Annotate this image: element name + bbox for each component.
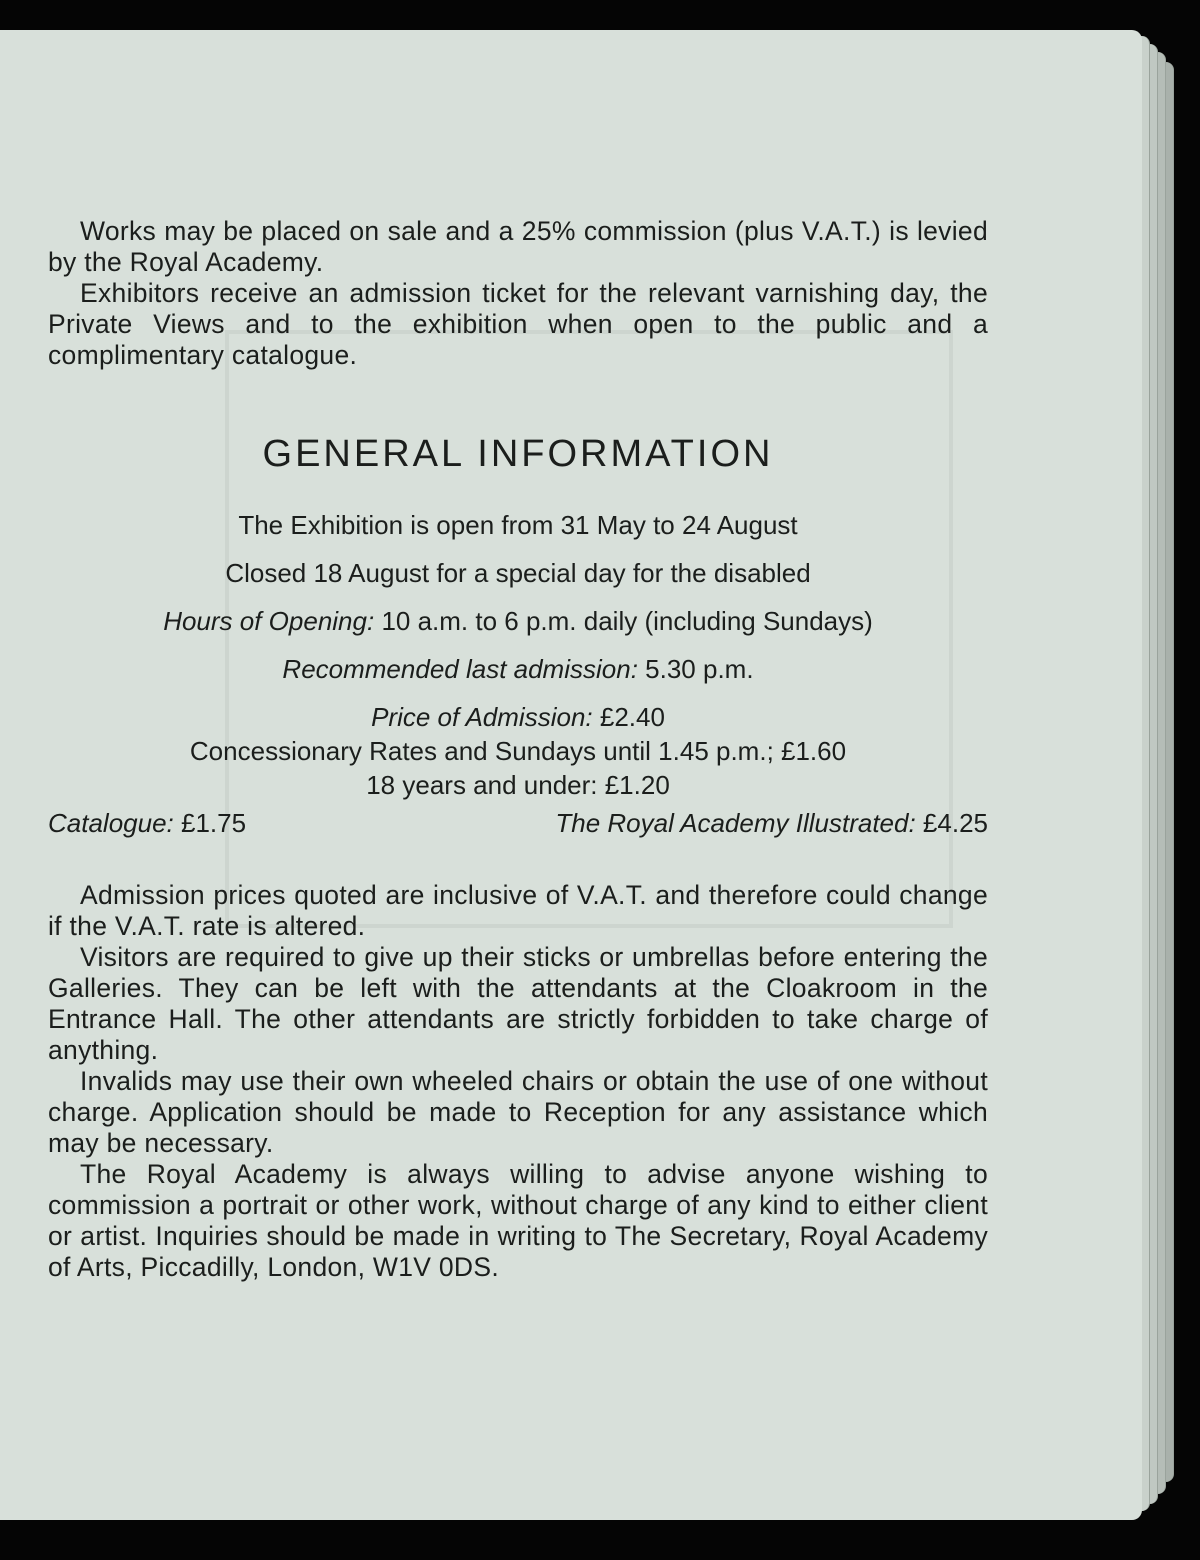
commission-advice-paragraph: The Royal Academy is always willing to advise anyone wishing to commission a portrait or other work, without charge of any kind to either client or artist. Inquiries should be made in writing to The Secretary, Royal Academy of Arts, Piccadilly, London, W1V 0DS. <box>48 1159 988 1282</box>
catalogue-price <box>48 806 246 840</box>
page-edge <box>1149 44 1158 1504</box>
catalogue-page <box>0 30 1142 1520</box>
vat-notice-paragraph: Admission prices quoted are inclusive of V.A.T. and therefore could change if the V.A.T. rate is altered. <box>48 880 988 941</box>
closed-day-line: Closed 18 August for a special day for the disabled <box>225 558 811 588</box>
page-edge <box>1141 36 1150 1511</box>
illustrated-label: The Royal Academy Illustrated: <box>555 808 916 838</box>
youth-rate-line: 18 years and under: £1.20 <box>366 770 670 800</box>
sticks-umbrellas-paragraph: Visitors are required to give up their sticks or umbrellas before entering the Galleries. They can be left with the attendants at the Cloakroom in the Entrance Hall. The other attendants are strictly forbidden to take charge of anything. <box>48 942 988 1065</box>
exhibitor-tickets-paragraph: Exhibitors receive an admission ticket for the relevant varnishing day, the Private Views and to the exhibition when open to the public and a complimentary catalogue. <box>48 278 988 370</box>
wheelchairs-paragraph: Invalids may use their own wheeled chairs or obtain the use of one without charge. Application should be made to Reception for any assistance which may be necessary. <box>48 1066 988 1158</box>
catalogue-label: Catalogue: <box>48 808 174 838</box>
opening-hours-label: Hours of Opening: <box>163 606 375 636</box>
open-dates-line: The Exhibition is open from 31 May to 24 August <box>238 510 798 540</box>
general-information-heading: GENERAL INFORMATION <box>262 433 774 475</box>
publication-prices-row <box>48 806 988 840</box>
admission-price-line <box>48 700 988 734</box>
admission-price-label: Price of Admission: <box>371 702 593 732</box>
opening-hours-line <box>48 604 988 638</box>
illustrated-value: £4.25 <box>922 808 988 838</box>
last-admission-line <box>48 652 988 686</box>
catalogue-value: £1.75 <box>181 808 247 838</box>
opening-hours-value: 10 a.m. to 6 p.m. daily (including Sundays) <box>381 606 873 636</box>
admission-price-value: £2.40 <box>599 702 665 732</box>
last-admission-label: Recommended last admission: <box>282 654 638 684</box>
page-edge <box>1165 62 1174 1482</box>
last-admission-value: 5.30 p.m. <box>645 654 754 684</box>
concession-rate-line: Concessionary Rates and Sundays until 1.45 p.m.; £1.60 <box>189 736 847 766</box>
sale-commission-paragraph: Works may be placed on sale and a 25% commission (plus V.A.T.) is levied by the Royal Academy. <box>48 216 988 277</box>
illustrated-price <box>555 806 988 840</box>
page-content <box>48 180 988 1283</box>
page-edge <box>1157 52 1166 1494</box>
